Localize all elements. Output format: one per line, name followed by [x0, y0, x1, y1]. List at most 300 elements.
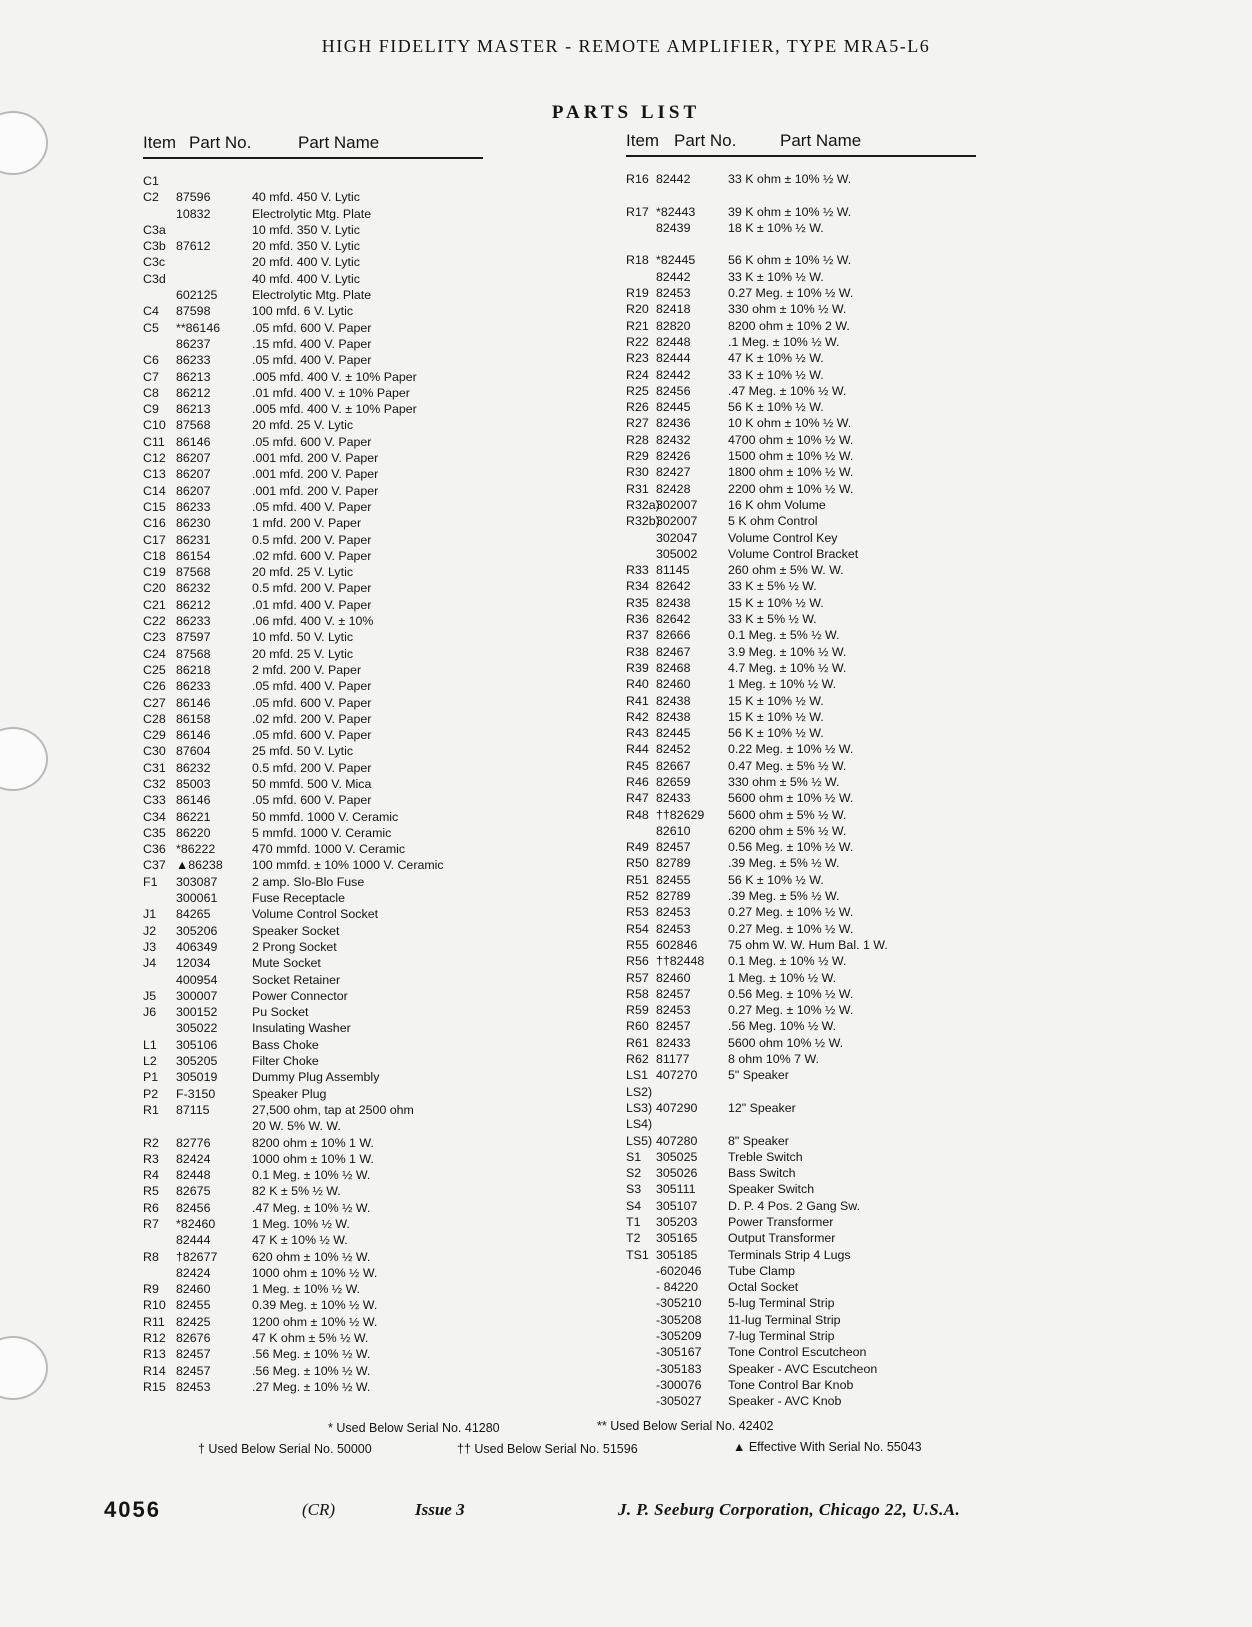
table-row	[143, 1183, 483, 1199]
table-row	[626, 1100, 976, 1116]
item-cell: P2	[143, 1086, 159, 1101]
table-row	[143, 352, 483, 368]
part-no-cell: 82445	[656, 400, 691, 415]
part-no-cell: 82457	[656, 1019, 691, 1034]
part-no-cell: 12034	[176, 956, 211, 971]
part-name-cell: .005 mfd. 400 V. ± 10% Paper	[252, 402, 417, 417]
part-no-cell	[656, 1084, 728, 1100]
part-name-cell: .001 mfd. 200 V. Paper	[252, 451, 379, 466]
part-no-cell: 305165	[656, 1231, 698, 1246]
part-no-cell: 305205	[176, 1054, 218, 1069]
part-name-cell: .47 Meg. ± 10% ½ W.	[252, 1200, 371, 1215]
part-no-cell: 305107	[656, 1198, 698, 1213]
part-name-cell: 2 amp. Slo-Blo Fuse	[252, 874, 365, 889]
table-row	[626, 285, 976, 301]
table-row	[143, 1346, 483, 1362]
item-cell: C1	[143, 174, 159, 188]
part-no-cell: 82820	[656, 318, 691, 333]
part-name-cell: 5-lug Terminal Strip	[728, 1296, 835, 1311]
table-row	[626, 448, 976, 464]
part-no-cell: 82455	[656, 872, 691, 887]
table-row	[143, 1151, 483, 1167]
part-no-cell: 302007	[656, 497, 698, 512]
part-name-cell: 5600 ohm ± 5% ½ W.	[728, 807, 847, 822]
table-row	[143, 434, 483, 450]
item-cell: F1	[143, 874, 158, 889]
item-cell: C2	[143, 190, 159, 205]
part-name-cell: Filter Choke	[252, 1054, 319, 1069]
item-cell: R20	[626, 302, 649, 317]
table-row	[143, 320, 483, 336]
table-row	[626, 187, 976, 203]
table-row	[143, 874, 483, 890]
table-row	[626, 904, 976, 920]
part-no-cell: F-3150	[176, 1086, 216, 1101]
part-name-cell: Terminals Strip 4 Lugs	[728, 1247, 851, 1262]
part-name-cell: .02 mfd. 200 V. Paper	[252, 711, 372, 726]
item-cell: R55	[626, 937, 649, 952]
company-name: J. P. Seeburg Corporation, Chicago 22, U.S.A.	[618, 1500, 961, 1519]
item-cell: J4	[143, 956, 157, 971]
item-cell: R24	[626, 367, 649, 382]
part-name-cell: 20 mfd. 350 V. Lytic	[252, 239, 360, 254]
item-cell	[626, 1377, 656, 1393]
table-row	[143, 1363, 483, 1379]
part-no-cell: 86207	[176, 483, 211, 498]
table-row	[626, 855, 976, 871]
item-cell: C12	[143, 451, 166, 466]
part-no-cell: -305210	[656, 1296, 702, 1311]
table-row	[626, 839, 976, 855]
item-cell: R49	[626, 840, 649, 855]
item-cell: R6	[143, 1200, 159, 1215]
part-name-cell: Socket Retainer	[252, 972, 341, 987]
item-cell: R14	[143, 1363, 166, 1378]
part-no-cell: 82433	[656, 1035, 691, 1050]
part-name-cell: 1800 ohm ± 10% ½ W.	[728, 465, 854, 480]
part-name-cell: 100 mfd. 6 V. Lytic	[252, 304, 354, 319]
item-cell	[626, 1295, 656, 1311]
document-title: HIGH FIDELITY MASTER - REMOTE AMPLIFIER, TYPE MRA5-L6	[321, 36, 931, 56]
part-name-cell: .06 mfd. 400 V. ± 10%	[252, 614, 374, 629]
part-name-cell: 47 K ± 10% ½ W.	[252, 1233, 348, 1248]
item-cell: R32a)	[626, 497, 660, 512]
table-row	[143, 1265, 483, 1281]
part-name-cell: 0.5 mfd. 200 V. Paper	[252, 581, 372, 596]
part-name-cell: 33 K ± 10% ½ W.	[728, 367, 824, 382]
table-row	[626, 693, 976, 709]
part-no-cell: 85003	[176, 776, 211, 791]
item-cell: C23	[143, 630, 166, 645]
item-cell: R39	[626, 660, 649, 675]
item-cell	[626, 220, 656, 236]
part-no-cell: 407270	[656, 1068, 698, 1083]
part-no-cell: †82677	[176, 1249, 218, 1264]
part-name-cell: Output Transformer	[728, 1231, 836, 1246]
item-cell: C28	[143, 711, 166, 726]
part-name-cell: 620 ohm ± 10% ½ W.	[252, 1249, 371, 1264]
part-name-cell: 4700 ohm ± 10% ½ W.	[728, 432, 854, 447]
part-no-cell: 82424	[176, 1265, 211, 1280]
part-name-cell: 8" Speaker	[728, 1133, 789, 1148]
item-cell: C3b	[143, 239, 166, 254]
part-no-cell: -305027	[656, 1394, 702, 1409]
table-row	[626, 1230, 976, 1246]
item-cell: R53	[626, 905, 649, 920]
table-row	[626, 660, 976, 676]
table-row	[626, 578, 976, 594]
item-cell: R4	[143, 1168, 159, 1183]
item-cell: R43	[626, 726, 649, 741]
item-cell: C22	[143, 614, 166, 629]
part-no-cell: 82453	[656, 905, 691, 920]
table-row	[143, 515, 483, 531]
right-parts-column	[626, 131, 976, 1410]
part-name-cell: 8200 ohm ± 10% 2 W.	[728, 318, 850, 333]
item-cell: R25	[626, 383, 649, 398]
table-row	[143, 466, 483, 482]
part-name-cell: .47 Meg. ± 10% ½ W.	[728, 383, 847, 398]
part-no-cell: 82642	[656, 579, 691, 594]
table-row	[626, 807, 976, 823]
part-name-cell: .001 mfd. 200 V. Paper	[252, 467, 379, 482]
part-name-cell: 25 mfd. 50 V. Lytic	[252, 744, 354, 759]
item-cell: R57	[626, 970, 649, 985]
item-cell: R3	[143, 1151, 159, 1166]
item-cell: C27	[143, 695, 166, 710]
part-no-cell: 86232	[176, 581, 211, 596]
part-name-cell: 0.47 Meg. ± 5% ½ W.	[728, 758, 847, 773]
item-cell: C34	[143, 809, 166, 824]
table-row	[143, 336, 483, 352]
table-row	[143, 613, 483, 629]
table-row	[143, 890, 483, 906]
table-row	[143, 923, 483, 939]
part-name-cell: Treble Switch	[728, 1149, 803, 1164]
part-no-cell: 300061	[176, 891, 218, 906]
part-no-cell: 87568	[176, 418, 211, 433]
item-cell: LS3)	[626, 1100, 653, 1115]
part-name-cell: 1 Meg. ± 10% ½ W.	[728, 970, 837, 985]
table-row	[626, 741, 976, 757]
part-no-cell: -305208	[656, 1312, 702, 1327]
part-name-cell: 56 K ± 10% ½ W.	[728, 872, 824, 887]
table-row	[626, 530, 976, 546]
table-row	[626, 1133, 976, 1149]
binder-hole	[0, 1336, 48, 1400]
part-no-cell: 82467	[656, 644, 691, 659]
part-name-cell: 33 K ± 5% ½ W.	[728, 612, 817, 627]
part-no-cell: 81145	[656, 563, 690, 578]
part-no-cell: 86233	[176, 614, 211, 629]
part-name-cell: .01 mfd. 400 V. ± 10% Paper	[252, 385, 410, 400]
table-row	[626, 383, 976, 399]
part-no-cell: 86154	[176, 548, 211, 563]
part-name-cell: 33 K ohm ± 10% ½ W.	[728, 172, 852, 186]
part-name-cell: 16 K ohm Volume	[728, 497, 826, 512]
item-cell: LS5)	[626, 1133, 653, 1148]
part-name-cell: Insulating Washer	[252, 1021, 351, 1036]
table-row	[143, 499, 483, 515]
part-name-cell: 1000 ohm ± 10% ½ W.	[252, 1265, 378, 1280]
table-row	[626, 709, 976, 725]
table-row	[626, 970, 976, 986]
part-name-cell: 12" Speaker	[728, 1100, 796, 1115]
column-header	[143, 133, 483, 159]
item-cell: J1	[143, 907, 157, 922]
footnote-single-star: * Used Below Serial No. 41280	[328, 1421, 500, 1435]
part-no-cell: 82642	[656, 612, 691, 627]
part-no-cell: 300152	[176, 1005, 218, 1020]
part-name-cell: .56 Meg. ± 10% ½ W.	[252, 1363, 371, 1378]
table-row	[143, 189, 483, 205]
part-no-cell: 87598	[176, 304, 211, 319]
part-name-cell: .15 mfd. 400 V. Paper	[252, 336, 372, 351]
table-row	[626, 367, 976, 383]
item-cell: R41	[626, 693, 649, 708]
table-row	[143, 254, 483, 270]
part-name-cell: 47 K ohm ± 5% ½ W.	[252, 1331, 369, 1346]
item-cell: C20	[143, 581, 166, 596]
part-name-cell: 82 K ± 5% ½ W.	[252, 1184, 341, 1199]
part-no-cell: - 84220	[656, 1280, 699, 1295]
table-row	[626, 1002, 976, 1018]
part-no-cell: 82442	[656, 172, 691, 186]
item-cell: C14	[143, 483, 166, 498]
table-row	[143, 662, 483, 678]
table-row	[143, 1069, 483, 1085]
part-no-cell: -305167	[656, 1345, 702, 1360]
item-cell: R34	[626, 579, 649, 594]
part-no-cell: 82433	[656, 791, 691, 806]
part-no-cell: 305025	[656, 1149, 698, 1164]
item-cell: R15	[143, 1379, 166, 1394]
part-name-cell: .05 mfd. 600 V. Paper	[252, 793, 372, 808]
part-no-cell: 305203	[656, 1215, 698, 1229]
table-row	[143, 1216, 483, 1232]
item-cell	[143, 287, 176, 303]
table-row	[143, 792, 483, 808]
part-name-cell: .05 mfd. 600 V. Paper	[252, 320, 372, 335]
item-cell: T1	[626, 1215, 641, 1229]
part-no-cell: 82453	[176, 1379, 211, 1394]
item-cell	[143, 890, 176, 906]
table-row	[626, 1051, 976, 1067]
part-no-cell: 82675	[176, 1184, 211, 1199]
item-cell: C17	[143, 532, 166, 547]
part-no-cell: 305185	[656, 1247, 698, 1262]
part-name-cell: 0.1 Meg. ± 10% ½ W.	[252, 1168, 371, 1183]
part-name-cell: .05 mfd. 600 V. Paper	[252, 434, 372, 449]
item-cell	[626, 269, 656, 285]
part-no-cell: 86158	[176, 711, 211, 726]
part-name-cell: 10 mfd. 350 V. Lytic	[252, 222, 360, 237]
table-row	[626, 872, 976, 888]
item-cell: J3	[143, 939, 157, 954]
part-no-cell: ▲86238	[176, 858, 223, 873]
table-row	[626, 888, 976, 904]
table-row	[626, 301, 976, 317]
part-name-cell: 15 K ± 10% ½ W.	[728, 709, 824, 724]
part-no-cell: 82456	[656, 383, 691, 398]
item-cell: R26	[626, 400, 649, 415]
part-no-cell: 82460	[656, 677, 691, 692]
part-no-cell: 82659	[656, 774, 691, 789]
part-no-cell: 86230	[176, 516, 211, 531]
part-no-cell	[176, 173, 252, 189]
table-row	[626, 1247, 976, 1263]
table-row	[143, 532, 483, 548]
part-name-cell	[728, 1084, 968, 1100]
part-no-cell: 82438	[656, 693, 691, 708]
table-row	[143, 809, 483, 825]
part-no-cell: 82432	[656, 432, 691, 447]
table-row	[626, 1312, 976, 1328]
table-row	[143, 825, 483, 841]
item-cell	[626, 1263, 656, 1279]
table-row	[143, 173, 483, 189]
part-name-cell: 5 mmfd. 1000 V. Ceramic	[252, 825, 392, 840]
table-row	[143, 287, 483, 303]
item-cell: C3c	[143, 255, 166, 270]
part-no-cell	[176, 1118, 252, 1134]
table-row	[143, 417, 483, 433]
part-no-cell: 82456	[176, 1200, 211, 1215]
item-cell: R47	[626, 791, 649, 806]
item-cell	[626, 1312, 656, 1328]
item-cell: TS1	[626, 1247, 649, 1262]
part-name-cell: 2 mfd. 200 V. Paper	[252, 662, 362, 677]
part-name-cell: 56 K ohm ± 10% ½ W.	[728, 253, 852, 268]
table-row	[143, 1232, 483, 1248]
table-row	[143, 1379, 483, 1395]
table-row	[626, 546, 976, 562]
item-cell: R52	[626, 889, 649, 904]
part-no-cell: 86232	[176, 760, 211, 775]
item-cell: C15	[143, 499, 166, 514]
table-row	[626, 1149, 976, 1165]
table-row	[143, 1086, 483, 1102]
part-no-cell: 302047	[656, 530, 698, 545]
item-cell: R27	[626, 416, 649, 431]
item-cell: L1	[143, 1037, 157, 1052]
part-no-cell: 82455	[176, 1298, 211, 1313]
parts-rows	[143, 173, 483, 1395]
table-row	[143, 906, 483, 922]
part-no-cell: 86207	[176, 451, 211, 466]
table-row	[626, 953, 976, 969]
part-no-cell: 305019	[176, 1070, 218, 1085]
table-row	[626, 627, 976, 643]
part-name-cell: 1200 ohm ± 10% ½ W.	[252, 1314, 378, 1329]
table-row	[143, 727, 483, 743]
table-row	[143, 483, 483, 499]
part-name-cell: 2200 ohm ± 10% ½ W.	[728, 481, 854, 496]
part-name-cell: 15 K ± 10% ½ W.	[728, 693, 824, 708]
part-name-cell: 260 ohm ± 5% W. W.	[728, 563, 844, 578]
part-name-cell: 100 mmfd. ± 10% 1000 V. Ceramic	[252, 858, 444, 873]
table-row	[626, 204, 976, 220]
table-row	[626, 1344, 976, 1360]
part-name-cell: .001 mfd. 200 V. Paper	[252, 483, 379, 498]
table-row	[143, 841, 483, 857]
part-no-cell: -300076	[656, 1377, 702, 1392]
part-no-cell: 303087	[176, 874, 218, 889]
part-no-cell	[176, 254, 252, 270]
part-no-cell: 82439	[656, 220, 691, 235]
item-cell: T2	[626, 1231, 641, 1246]
table-row	[143, 401, 483, 417]
item-cell: R48	[626, 807, 649, 822]
item-cell	[626, 546, 656, 562]
table-row	[626, 774, 976, 790]
table-row	[626, 1214, 976, 1230]
part-no-cell: 82428	[656, 481, 691, 496]
item-cell: R2	[143, 1135, 159, 1150]
part-no-cell: *82460	[176, 1217, 216, 1231]
table-row	[626, 1181, 976, 1197]
table-row	[143, 369, 483, 385]
part-no-cell: -602046	[656, 1263, 702, 1278]
part-name-cell: Speaker Switch	[728, 1182, 815, 1197]
part-name-cell: .27 Meg. ± 10% ½ W.	[252, 1379, 371, 1394]
part-no-cell: 82418	[656, 302, 691, 317]
item-cell: C25	[143, 662, 166, 677]
part-no-cell: 82460	[656, 970, 691, 985]
table-row	[143, 271, 483, 287]
part-name-cell: 5" Speaker	[728, 1068, 789, 1083]
part-name-cell	[252, 173, 482, 189]
item-cell	[143, 1265, 176, 1281]
part-name-cell: 10 mfd. 50 V. Lytic	[252, 630, 354, 645]
item-cell: R16	[626, 172, 649, 186]
part-no-cell: 82444	[176, 1233, 211, 1248]
part-no-cell: *82445	[656, 253, 696, 268]
part-no-cell: 86218	[176, 662, 211, 677]
part-name-cell: 40 mfd. 400 V. Lytic	[252, 271, 360, 286]
item-cell	[626, 187, 656, 203]
table-row	[626, 432, 976, 448]
item-cell: C16	[143, 516, 166, 531]
item-cell: S4	[626, 1198, 642, 1213]
part-name-cell: Electrolytic Mtg. Plate	[252, 288, 372, 303]
part-name-header: Part Name	[298, 133, 380, 152]
part-name-cell: 0.5 mfd. 200 V. Paper	[252, 532, 372, 547]
part-no-cell: 86213	[176, 369, 211, 384]
part-no-cell: 86146	[176, 695, 211, 710]
part-name-cell: 1000 ohm ± 10% 1 W.	[252, 1151, 374, 1166]
item-cell: J5	[143, 988, 157, 1003]
part-no-cell: **86146	[176, 320, 221, 335]
part-name-header: Part Name	[780, 131, 862, 150]
part-name-cell: 39 K ohm ± 10% ½ W.	[728, 204, 852, 219]
part-no-cell: 82610	[656, 823, 691, 838]
item-cell: C33	[143, 793, 166, 808]
part-no-cell: 82453	[656, 921, 691, 936]
part-name-cell: Volume Control Bracket	[728, 546, 859, 561]
part-name-cell: 20 mfd. 400 V. Lytic	[252, 255, 360, 270]
part-name-cell: 15 K ± 10% ½ W.	[728, 595, 824, 610]
part-name-cell: 5 K ohm Control	[728, 514, 818, 529]
part-no-cell: 82457	[656, 840, 691, 855]
part-no-cell: 305022	[176, 1021, 218, 1036]
item-cell: C8	[143, 385, 159, 400]
item-cell: R62	[626, 1052, 649, 1067]
item-cell: C10	[143, 418, 166, 433]
part-name-cell: 6200 ohm ± 5% ½ W.	[728, 823, 847, 838]
table-row	[143, 450, 483, 466]
part-no-cell: 82789	[656, 856, 691, 871]
